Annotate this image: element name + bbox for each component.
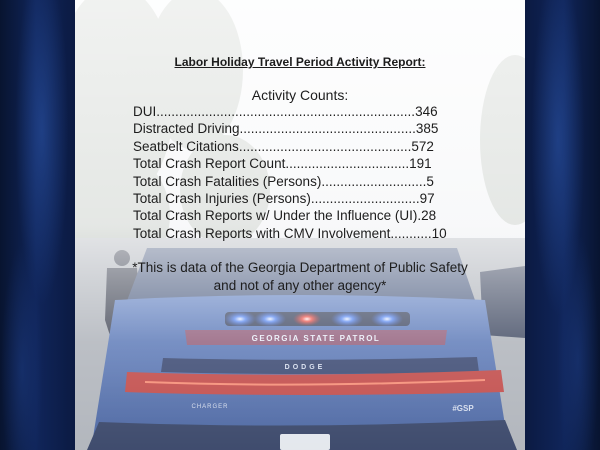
activity-row (133, 103, 447, 120)
activity-value: 191 (409, 156, 432, 172)
activity-label: Total Crash Reports with CMV Involvement (133, 225, 391, 241)
activity-label: Distracted Driving (133, 121, 240, 137)
activity-label: Total Crash Reports w/ Under the Influence (UI) (133, 208, 418, 224)
activity-label: DUI (133, 104, 157, 119)
activity-label: Seatbelt Citations (133, 138, 239, 154)
disclaimer-note (75, 259, 525, 295)
activity-value: 572 (411, 138, 434, 154)
activity-counts-list (133, 103, 447, 242)
activity-row (133, 190, 447, 207)
activity-value: 5 (426, 173, 434, 189)
leader-dots: ............................................... (239, 121, 416, 137)
activity-row (133, 173, 447, 190)
leader-dots: ................................. (285, 156, 410, 172)
leader-dots: .............................................. (238, 138, 412, 154)
activity-row (133, 155, 447, 172)
section-heading: Activity Counts: (251, 87, 349, 103)
activity-label: Total Crash Fatalities (Persons) (133, 173, 322, 189)
activity-row (133, 120, 447, 137)
right-navy-border (525, 0, 600, 450)
leader-dots: ............................ (321, 173, 427, 189)
activity-row (133, 207, 447, 224)
activity-label: Total Crash Report Count (133, 156, 286, 172)
activity-value: 346 (415, 104, 438, 119)
leader-dots: ..................................................................... (156, 104, 416, 119)
activity-value: 10 (431, 225, 447, 241)
report-card (75, 0, 525, 450)
activity-row (133, 225, 447, 242)
leader-dots: ........... (390, 225, 432, 241)
left-navy-border (0, 0, 75, 450)
activity-row (133, 138, 447, 155)
leader-dots: ............................. (310, 190, 420, 206)
activity-label: Total Crash Injuries (Persons) (133, 190, 311, 206)
leader-dots: . (417, 208, 422, 224)
activity-value: 385 (415, 121, 439, 137)
activity-value: 28 (421, 208, 437, 224)
disclaimer-line-1: *This is data of the Georgia Department of Public Safety (132, 260, 468, 275)
report-title: Labor Holiday Travel Period Activity Report: (174, 55, 426, 69)
disclaimer-line-2: and not of any other agency* (213, 278, 387, 293)
activity-value: 97 (419, 190, 435, 206)
